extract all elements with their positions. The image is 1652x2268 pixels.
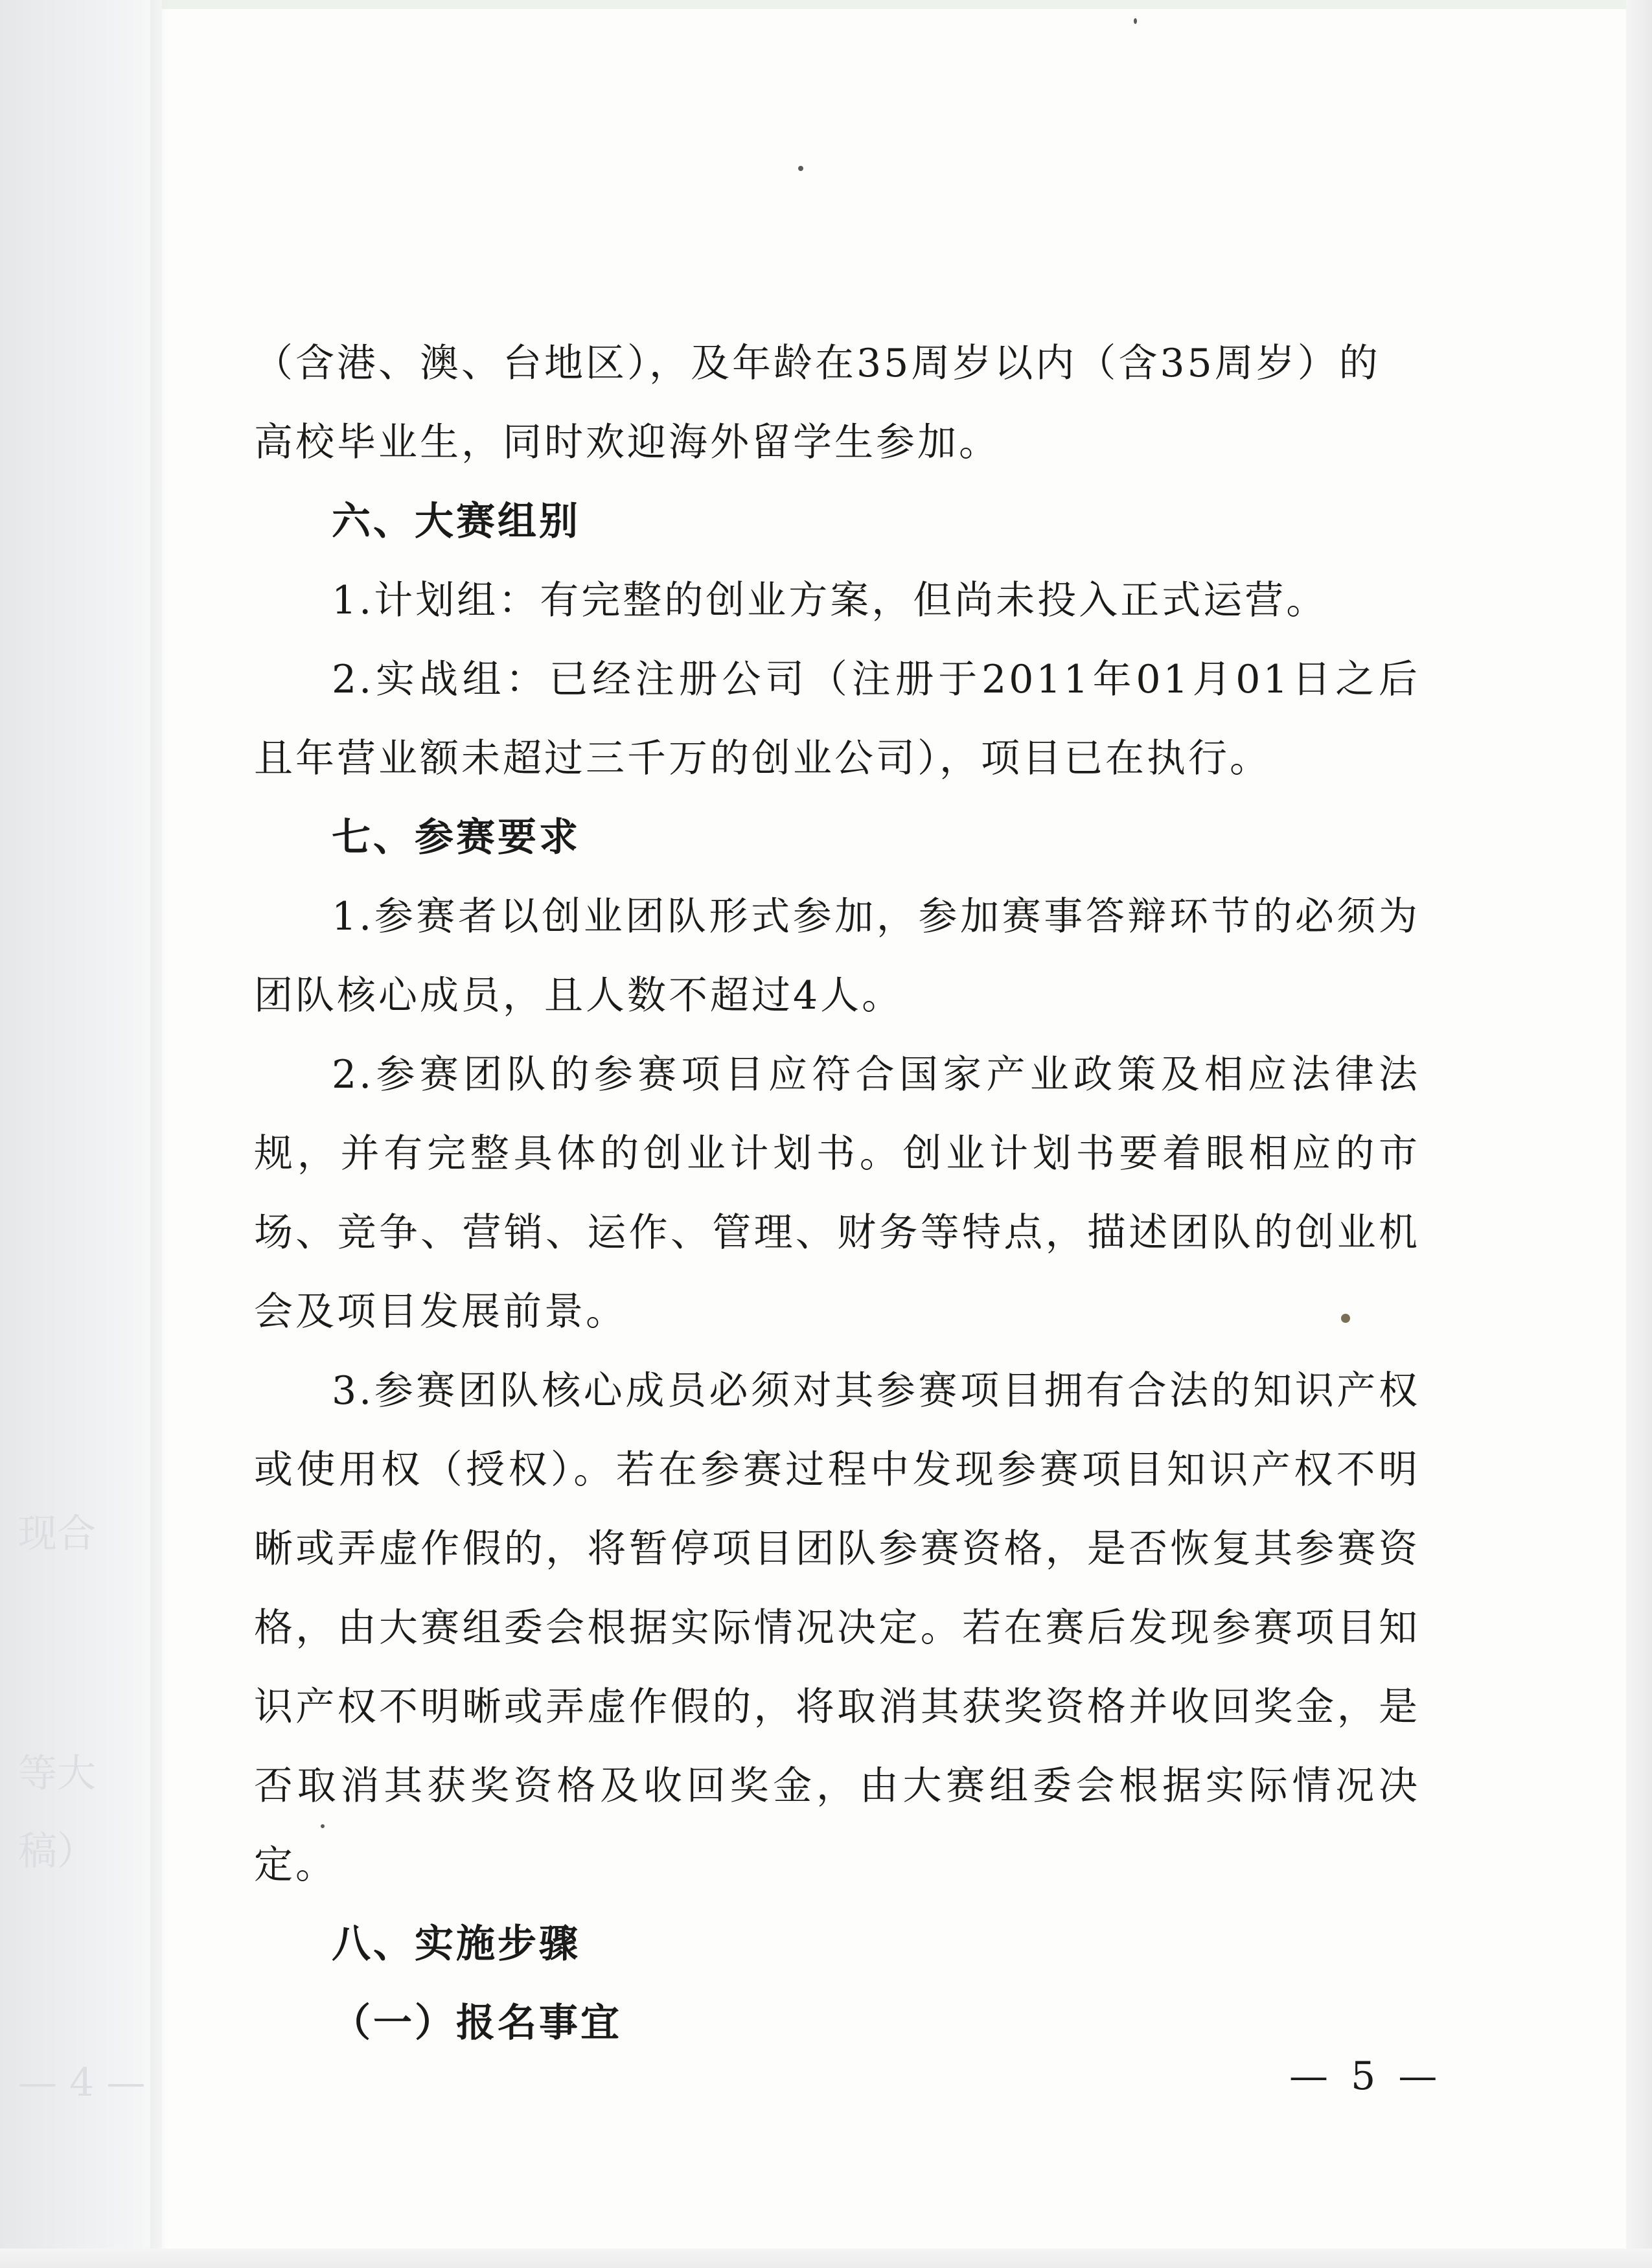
paragraph-req-3: 3.参赛团队核心成员必须对其参赛项目拥有合法的知识产权或使用权（授权）。若在参赛过程中发现参赛项目知识产权不明晰或弄虚作假的，将暂停项目团队参赛资格，是否恢复其参赛资格，由大赛组委会根据实际情况决定。若在赛后发现参赛项目知识产权不明晰或弄虚作假的，将取消其获奖资格并收回奖金，是否取消其获奖资格及收回奖金，由大赛组委会根据实际情况决定。 <box>254 1368 1420 1888</box>
bleed-through-margin: 稿） <box>18 1829 96 1874</box>
scan-speck <box>1134 18 1137 24</box>
scan-gutter-shadow <box>150 0 168 2268</box>
scan-right-edge <box>1626 0 1652 2268</box>
page-number: — 5 — <box>1289 2054 1443 2099</box>
scan-speck <box>1341 1314 1350 1323</box>
section-heading-8: 八、实施步骤 <box>332 1921 580 1967</box>
scan-top-edge <box>0 0 1652 9</box>
text-line: （含港、澳、台地区），及年龄在35周岁以内（含35周岁）的 <box>254 341 1381 386</box>
section-heading-7: 七、参赛要求 <box>332 815 580 860</box>
paragraph-group-2: 2.实战组：已经注册公司（注册于2011年01月01日之后且年营业额未超过三千万的创业公司），项目已在执行。 <box>254 657 1420 781</box>
paragraph-group-1: 1.计划组：有完整的创业方案，但尚未投入正式运营。 <box>332 578 1328 623</box>
paragraph-req-2: 2.参赛团队的参赛项目应符合国家产业政策及相应法律法规，并有完整具体的创业计划书。创业计划书要着眼相应的市场、竞争、营销、运作、管理、财务等特点，描述团队的创业机会及项目发展前景。 <box>254 1052 1420 1334</box>
scan-speck <box>798 166 803 171</box>
scan-bottom-edge <box>0 2249 1652 2268</box>
bleed-through-margin: — 4 — <box>18 2060 146 2105</box>
bleed-through-margin: 现合 <box>18 1511 96 1557</box>
scan-speck <box>321 1824 325 1828</box>
bleed-through-margin: 等大 <box>18 1751 96 1796</box>
document-page <box>254 324 1420 2063</box>
section-heading-6: 六、大赛组别 <box>332 499 580 544</box>
scan-left-edge <box>0 0 162 2268</box>
text-line: 高校毕业生，同时欢迎海外留学生参加。 <box>254 420 1000 465</box>
paragraph-req-1: 1.参赛者以创业团队形式参加，参加赛事答辩环节的必须为团队核心成员，且人数不超过4人。 <box>254 894 1420 1018</box>
subsection-heading-1: （一）报名事宜 <box>332 2000 622 2046</box>
